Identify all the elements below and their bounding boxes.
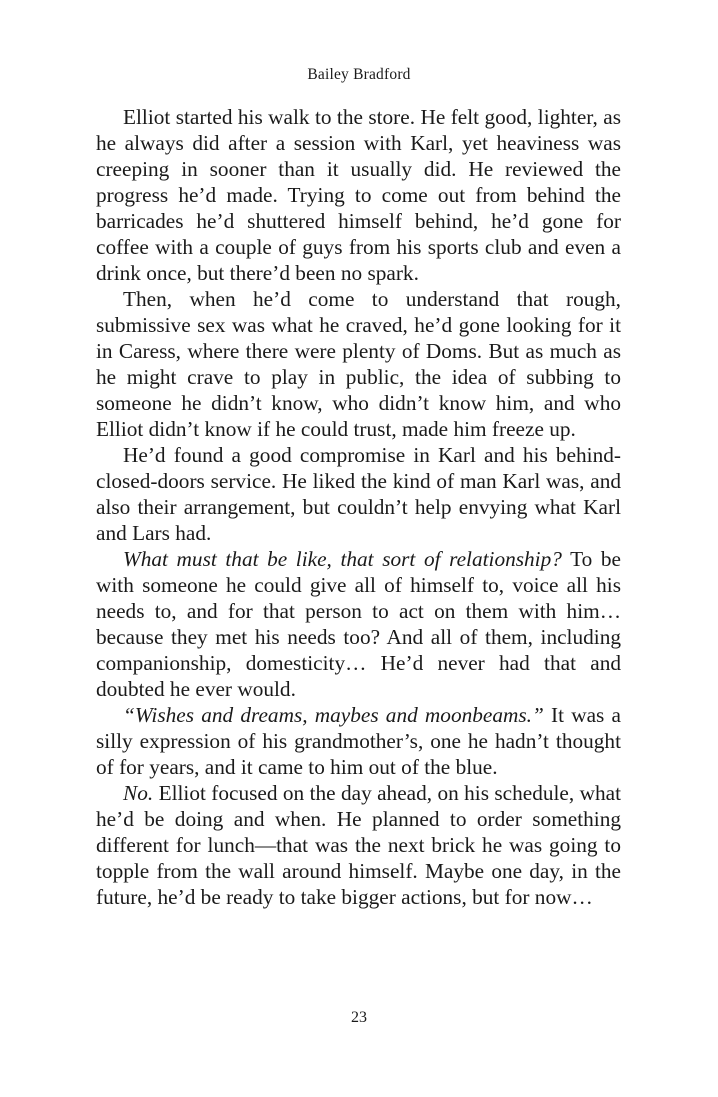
paragraph-6 [96, 780, 621, 910]
paragraph-5-italic: “Wishes and dreams, maybes and moonbeams.” [123, 703, 544, 727]
paragraph-6-text: Elliot focused on the day ahead, on his schedule, what he’d be doing and when. He planned to order something different for lunch—that was the next brick he was going to topple from the wall around himself. Maybe one day, in the future, he’d be ready to take bigger actions, but for now… [96, 781, 621, 909]
paragraph-4-italic: What must that be like, that sort of relationship? [123, 547, 562, 571]
body-text [96, 104, 621, 910]
paragraph-5-text: It was a silly expression of his grandmother’s, one he hadn’t thought of for years, and it came to him out of the blue. [96, 703, 621, 779]
paragraph-2: Then, when he’d come to understand that rough, submissive sex was what he craved, he’d gone looking for it in Caress, where there were plenty of Doms. But as much as he might crave to play in public, the idea of subbing to someone he didn’t know, who didn’t know him, and who Elliot didn’t know if he could trust, made him freeze up. [96, 287, 621, 441]
paragraph-5 [96, 702, 621, 780]
running-header-author: Bailey Bradford [307, 66, 411, 83]
page-number: 23 [351, 1009, 367, 1026]
paragraph-4-text: To be with someone he could give all of himself to, voice all his needs to, and for that person to act on them with him…because they met his needs too? And all of them, including companionship, domesticity… He’d never had that and doubted he ever would. [96, 547, 621, 701]
paragraph-1: Elliot started his walk to the store. He felt good, lighter, as he always did after a session with Karl, yet heaviness was creeping in sooner than it usually did. He reviewed the progress he’d made. Trying to come out from behind the barricades he’d shuttered himself behind, he’d gone for coffee with a couple of guys from his sports club and even a drink once, but there’d been no spark. [96, 105, 621, 285]
paragraph-4 [96, 546, 621, 702]
paragraph-3: He’d found a good compromise in Karl and his behind-closed-doors service. He liked the kind of man Karl was, and also their arrangement, but couldn’t help envying what Karl and Lars had. [96, 443, 621, 545]
paragraph-6-italic: No. [123, 781, 154, 805]
